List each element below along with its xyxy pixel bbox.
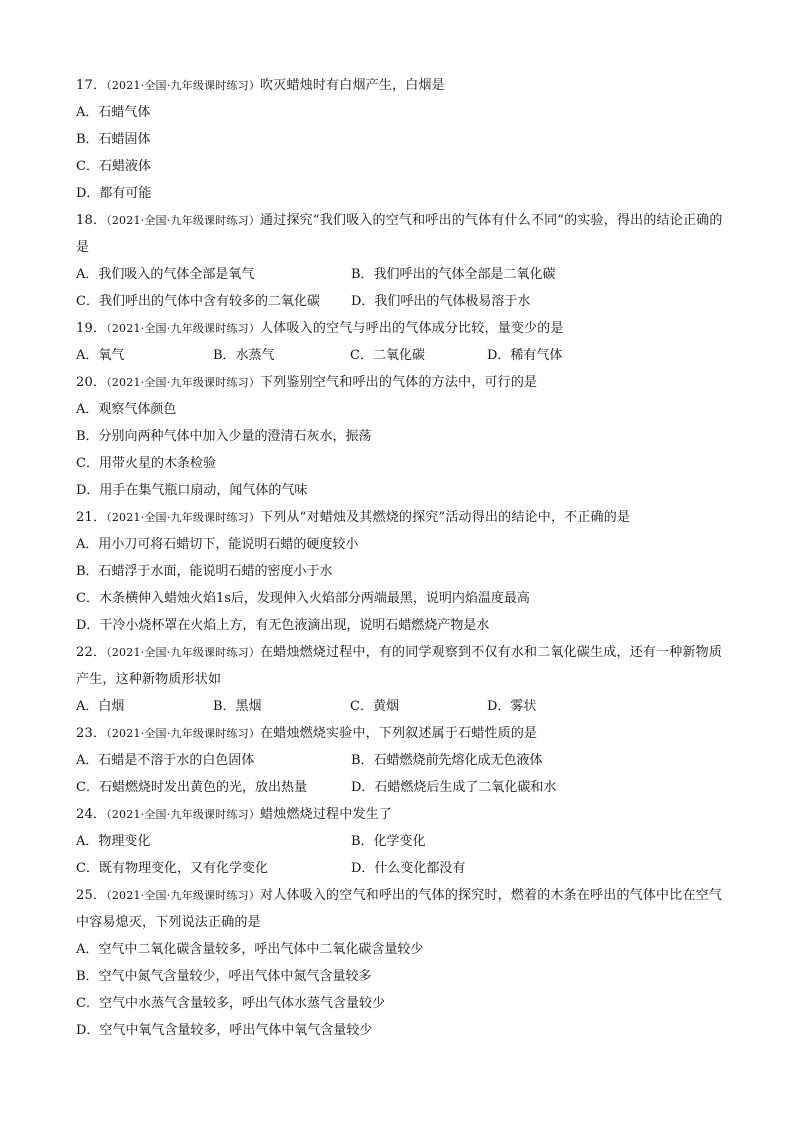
option-list xyxy=(76,99,726,207)
question-source: （2021·全国·九年级课时练习） xyxy=(106,214,261,227)
question-text: 在蜡烛燃烧过程中，有的同学观察到不仅有水和二氧化碳生成，还有一种新物质产生，这种新物质形状如 xyxy=(76,645,723,687)
option-d[interactable]: D．雾状 xyxy=(487,699,537,714)
option-c[interactable]: C．石蜡燃烧时发出黄色的光，放出热量 xyxy=(76,780,307,795)
question-stem xyxy=(76,504,726,531)
option-d[interactable]: D．石蜡燃烧后生成了二氧化碳和水 xyxy=(351,780,557,795)
option-b[interactable]: B．我们呼出的气体全部是二氧化碳 xyxy=(351,267,556,282)
question-source: （2021·全国·九年级课时练习） xyxy=(106,511,261,524)
question-number: 21． xyxy=(76,510,107,525)
option-a[interactable]: A．白烟 xyxy=(76,699,125,714)
option-b[interactable]: B．水蒸气 xyxy=(213,348,275,363)
option-b[interactable]: B．黑烟 xyxy=(213,699,262,714)
option-c[interactable]: C．空气中水蒸气含量较多，呼出气体水蒸气含量较少 xyxy=(76,996,385,1011)
question-source: （2021·全国·九年级课时练习） xyxy=(106,322,261,335)
option-d[interactable]: D．用手在集气瓶口扇动，闻气体的气味 xyxy=(76,483,308,498)
question-25 xyxy=(76,882,726,1044)
question-stem xyxy=(76,639,726,693)
option-a[interactable]: A．空气中二氧化碳含量较多，呼出气体中二氧化碳含量较少 xyxy=(76,942,424,957)
exam-page xyxy=(76,72,726,1044)
question-stem xyxy=(76,801,726,828)
question-22 xyxy=(76,639,726,720)
option-c[interactable]: C．我们呼出的气体中含有较多的二氧化碳 xyxy=(76,294,320,309)
question-number: 23． xyxy=(76,726,107,741)
question-text: 通过探究“我们吸入的空气和呼出的气体有什么不同”的实验，得出的结论正确的是 xyxy=(76,213,723,255)
option-a[interactable]: A．观察气体颜色 xyxy=(76,402,177,417)
question-text: 蜡烛燃烧过程中发生了 xyxy=(260,807,393,822)
option-list xyxy=(76,531,726,639)
question-text: 吹灭蜡烛时有白烟产生，白烟是 xyxy=(260,78,445,93)
question-source: （2021·全国·九年级课时练习） xyxy=(106,376,261,389)
question-17 xyxy=(76,72,726,207)
question-21 xyxy=(76,504,726,639)
option-b[interactable]: B．石蜡燃烧前先熔化成无色液体 xyxy=(351,753,543,768)
question-text: 下列从“对蜡烛及其燃烧的探究”活动得出的结论中，不正确的是 xyxy=(260,510,631,525)
option-b[interactable]: B．分别向两种气体中加入少量的澄清石灰水，振荡 xyxy=(76,429,372,444)
option-list xyxy=(76,261,726,315)
option-list xyxy=(76,936,726,1044)
question-source: （2021·全国·九年级课时练习） xyxy=(106,646,261,659)
option-c[interactable]: C．二氧化碳 xyxy=(350,348,425,363)
option-d[interactable]: D．干冷小烧杯罩在火焰上方，有无色液滴出现，说明石蜡燃烧产物是水 xyxy=(76,618,490,633)
option-list xyxy=(76,396,726,504)
question-text: 人体吸入的空气与呼出的气体成分比较，量变少的是 xyxy=(260,321,564,336)
question-19 xyxy=(76,315,726,369)
question-stem xyxy=(76,72,726,99)
question-source: （2021·全国·九年级课时练习） xyxy=(106,727,261,740)
question-24 xyxy=(76,801,726,882)
question-stem xyxy=(76,207,726,261)
question-source: （2021·全国·九年级课时练习） xyxy=(106,79,261,92)
option-b[interactable]: B．石蜡浮于水面，能说明石蜡的密度小于水 xyxy=(76,564,333,579)
option-a[interactable]: A．用小刀可将石蜡切下，能说明石蜡的硬度较小 xyxy=(76,537,359,552)
question-number: 17． xyxy=(76,78,107,93)
option-b[interactable]: B．化学变化 xyxy=(351,834,426,849)
question-source: （2021·全国·九年级课时练习） xyxy=(106,808,261,821)
question-number: 24． xyxy=(76,807,107,822)
question-stem xyxy=(76,369,726,396)
option-list xyxy=(76,342,726,369)
question-source: （2021·全国·九年级课时练习） xyxy=(106,889,261,902)
question-number: 25． xyxy=(76,888,107,903)
option-d[interactable]: D．什么变化都没有 xyxy=(351,861,466,876)
option-list xyxy=(76,747,726,801)
question-number: 20． xyxy=(76,375,107,390)
question-20 xyxy=(76,369,726,504)
question-stem xyxy=(76,315,726,342)
option-a[interactable]: A．石蜡气体 xyxy=(76,105,151,120)
question-number: 19． xyxy=(76,321,107,336)
question-text: 在蜡烛燃烧实验中，下列叙述属于石蜡性质的是 xyxy=(260,726,538,741)
option-c[interactable]: C．用带火星的木条检验 xyxy=(76,456,216,471)
option-c[interactable]: C．木条横伸入蜡烛火焰1s后，发现伸入火焰部分两端最黑，说明内焰温度最高 xyxy=(76,591,530,606)
option-a[interactable]: A．氧气 xyxy=(76,348,125,363)
option-list xyxy=(76,693,726,720)
question-text: 对人体吸入的空气和呼出的气体的探究时，燃着的木条在呼出的气体中比在空气中容易熄灭，下列说法正确的是 xyxy=(76,888,723,930)
option-b[interactable]: B．石蜡固体 xyxy=(76,132,151,147)
option-a[interactable]: A．物理变化 xyxy=(76,834,151,849)
option-c[interactable]: C．黄烟 xyxy=(350,699,399,714)
option-d[interactable]: D．我们呼出的气体极易溶于水 xyxy=(351,294,531,309)
option-b[interactable]: B．空气中氮气含量较少，呼出气体中氮气含量较多 xyxy=(76,969,372,984)
question-text: 下列鉴别空气和呼出的气体的方法中，可行的是 xyxy=(260,375,538,390)
option-d[interactable]: D．都有可能 xyxy=(76,186,152,201)
option-a[interactable]: A．石蜡是不溶于水的白色固体 xyxy=(76,753,255,768)
option-list xyxy=(76,828,726,882)
option-c[interactable]: C．既有物理变化，又有化学变化 xyxy=(76,861,268,876)
option-a[interactable]: A．我们吸入的气体全部是氧气 xyxy=(76,267,255,282)
option-c[interactable]: C．石蜡液体 xyxy=(76,159,151,174)
question-stem xyxy=(76,882,726,936)
question-number: 18． xyxy=(76,213,107,228)
question-stem xyxy=(76,720,726,747)
question-23 xyxy=(76,720,726,801)
question-number: 22． xyxy=(76,645,107,660)
option-d[interactable]: D．稀有气体 xyxy=(487,348,563,363)
option-d[interactable]: D．空气中氧气含量较多，呼出气体中氧气含量较少 xyxy=(76,1023,373,1038)
question-18 xyxy=(76,207,726,315)
